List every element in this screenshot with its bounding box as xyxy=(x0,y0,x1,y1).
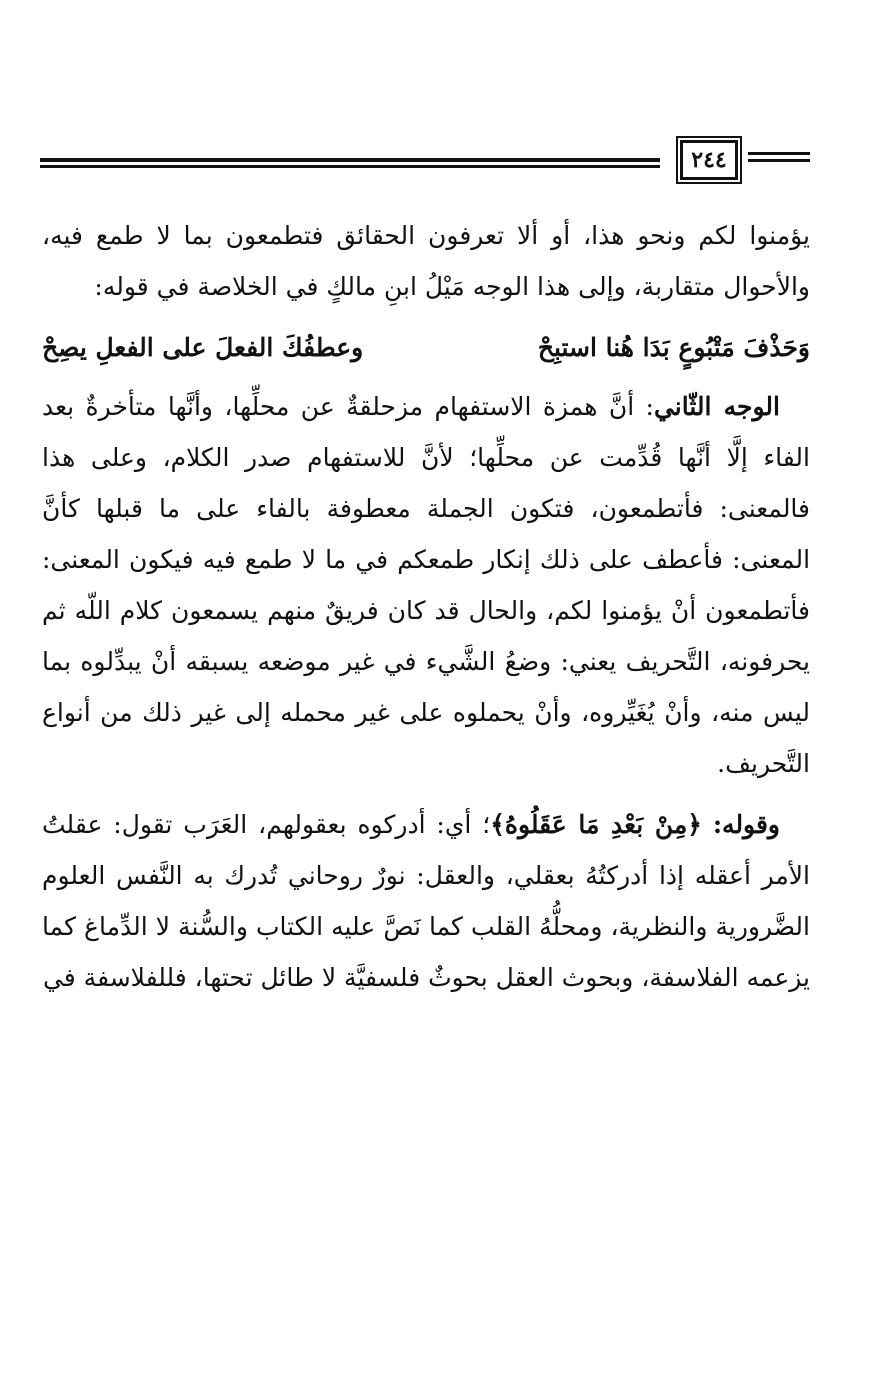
page-number: ٢٤٤ xyxy=(691,147,727,173)
poem-verse xyxy=(42,322,810,373)
text-line: فيه، والأحوال متقاربة، وإلى هذا الوجه مَيْلُ ابنِ مالكٍ في الخلاصة xyxy=(42,221,810,301)
poem-hemistich-right: وَحَذْفَ مَتْبُوعٍ بَدَا هُنا استبِحْ xyxy=(537,333,810,362)
paragraph-2 xyxy=(42,381,810,789)
text-line: الكلام، وعلى هذا فالمعنى: فأتطمعون، فتكون الجملة معطوفة xyxy=(42,443,810,523)
text-line: والحال قد كان فريقٌ منهم يسمعون كلام اللّه ثم يحرفونه، xyxy=(42,596,810,676)
text-line: في ما لا طمع فيه فيكون المعنى: فأتطمعون أنْ يؤمنوا لكم، xyxy=(42,545,810,625)
text-line: يؤمنوا لكم ونحو هذا، أو ألا تعرفون الحقائق فتطمعون بما لا طمع xyxy=(95,221,810,250)
text-line: : أنَّ همزة الاستفهام مزحلقةٌ عن محلِّها، وأنَّها xyxy=(167,392,654,421)
text-line: كما نَصَّ عليه الكتاب والسُّنة لا الدِّماغ كما يزعمه الفلاسفة، xyxy=(42,912,810,992)
text-line: ؛ أي: أدركوه بعقولهم، العَرَب xyxy=(183,810,491,839)
paragraph-3 xyxy=(42,799,810,1003)
page-number-box xyxy=(680,140,738,180)
text-line: وبحوث العقل بحوثٌ فلسفيَّة لا طائل تحتها، فللفلاسفة في xyxy=(42,963,634,992)
text-line: روحاني تُدرك به النَّفس العلوم الضَّرورية والنظرية، ومحلُّهُ القلب xyxy=(42,861,810,941)
text-line: في قوله: xyxy=(94,272,190,301)
quran-quote: ﴿مِنْ بَعْدِ مَا عَقَلُوهُ﴾ xyxy=(490,810,702,839)
text-line: ليس منه، وأنْ يُغَيِّروه، وأنْ يحملوه على غير محمله إلى غير xyxy=(191,698,811,727)
section-lead: الوجه الثّاني xyxy=(653,392,780,421)
text-line: التَّحريف يعني: وضعُ الشَّيء في غير موضعه يسبقه أنْ يبدِّلوه بما xyxy=(42,647,711,676)
text-line: تقول: عقلتُ الأمر أعقله إذا أدركتُهُ بعقلي، والعقل: نورٌ xyxy=(42,810,810,890)
page-body xyxy=(42,210,810,1003)
header-double-rule-right xyxy=(748,152,810,162)
text-line: بالفاء على ما قبلها كأنَّ المعنى: فأعطف على ذلك إنكار طمعكم xyxy=(42,494,811,574)
header-double-rule-left xyxy=(40,158,660,168)
text-line: متأخرةٌ بعد الفاء إلَّا أنَّها قُدِّمت عن محلِّها؛ لأنَّ للاستفهام صدر xyxy=(42,392,810,472)
text-line: ذلك من أنواع التَّحريف. xyxy=(42,698,810,778)
page-header xyxy=(40,140,810,180)
paragraph-1 xyxy=(42,210,810,312)
poem-hemistich-left: وعطفُكَ الفعلَ على الفعلِ يصِحْ xyxy=(42,333,364,362)
section-lead: وقوله: xyxy=(712,810,780,839)
